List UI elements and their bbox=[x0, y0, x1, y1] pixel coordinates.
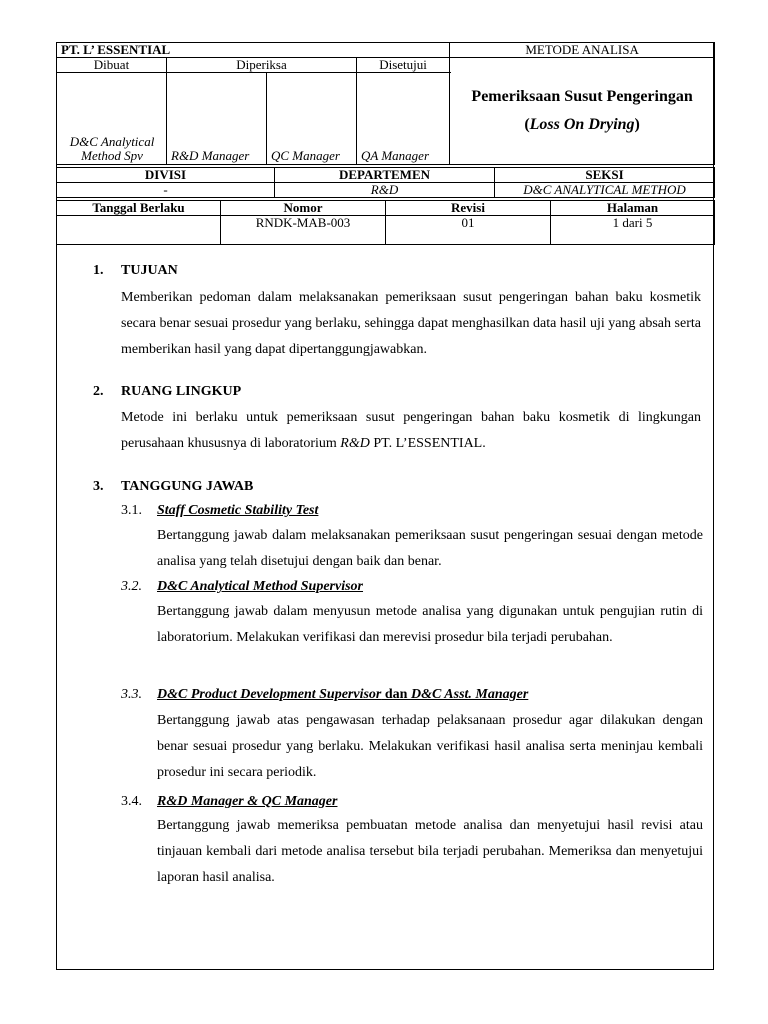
halaman-value: 1 dari 5 bbox=[551, 216, 715, 245]
division-table bbox=[56, 167, 715, 198]
document-info-table bbox=[56, 200, 715, 245]
signature-box-rnd bbox=[167, 73, 267, 165]
section-text-tujuan: Memberikan pedoman dalam melaksanakan pemeriksaan susut pengeringan bahan baku kosmetik secara benar sesuai prosedur yang berlaku, sehingga dapat menghasilkan data hasil uji yang absah serta memberikan hasil yang dapat dipertanggungjawabkan. bbox=[121, 290, 701, 357]
header-table bbox=[56, 42, 715, 165]
divisi-label: DIVISI bbox=[57, 168, 275, 183]
subsection-text-3-3: Bertanggung jawab atas pengawasan terhadap pelaksanaan prosedur agar dilakukan dengan benar sesuai prosedur yang berlaku. Melakukan verifikasi hasil analisa serta meninjau kembali prosedur ini secara periodik. bbox=[157, 713, 703, 780]
tanggal-value bbox=[57, 216, 221, 245]
sig-made-label: D&C Analytical Method Spv bbox=[69, 134, 155, 163]
doc-type: METODE ANALISA bbox=[450, 43, 715, 58]
halaman-label: Halaman bbox=[551, 201, 715, 216]
subsection-text-3-1: Bertanggung jawab dalam melaksanakan pemeriksaan susut pengeringan sesuai dengan metode analisa yang telah disetujui dengan baik dan benar. bbox=[157, 528, 703, 569]
nomor-value: RNDK-MAB-003 bbox=[221, 216, 386, 245]
sig-qa-label: QA Manager bbox=[361, 148, 430, 163]
divisi-value: - bbox=[57, 183, 275, 198]
subsection-heading-3-2: 3.2. D&C Analytical Method Supervisor bbox=[121, 579, 364, 594]
document-title bbox=[450, 58, 715, 165]
signature-box-qa bbox=[357, 73, 450, 165]
document-page bbox=[56, 42, 714, 970]
section-heading-ruang-lingkup: 2. RUANG LINGKUP bbox=[93, 384, 242, 399]
signature-box-made bbox=[57, 73, 167, 165]
sig-rnd-label: R&D Manager bbox=[171, 148, 250, 163]
section-heading-tanggung-jawab: 3. TANGGUNG JAWAB bbox=[93, 479, 254, 494]
signature-box-qc bbox=[267, 73, 357, 165]
tanggal-label: Tanggal Berlaku bbox=[57, 201, 221, 216]
departemen-value: R&D bbox=[275, 183, 495, 198]
sig-qc-label: QC Manager bbox=[271, 148, 340, 163]
subsection-heading-3-4: 3.4. R&D Manager & QC Manager bbox=[121, 794, 338, 809]
subsection-text-3-4: Bertanggung jawab memeriksa pembuatan metode analisa dan menyetujui hasil revisi atau tinjauan kembali dari metode analisa tersebut bila terjadi perubahan. Memeriksa dan menyetujui laporan hasil analisa. bbox=[157, 818, 703, 885]
seksi-value: D&C ANALYTICAL METHOD bbox=[495, 183, 715, 198]
departemen-label: DEPARTEMEN bbox=[275, 168, 495, 183]
subsection-text-3-2: Bertanggung jawab dalam menyusun metode analisa yang digunakan untuk pengujian rutin di laboratorium. Melakukan verifikasi dan merevisi prosedur bila terjadi perubahan. bbox=[157, 604, 703, 645]
title-sub: (Loss On Drying) bbox=[524, 116, 640, 133]
section-heading-tujuan: 1. TUJUAN bbox=[93, 263, 178, 278]
col-checked-label: Diperiksa bbox=[167, 58, 357, 73]
title-main: Pemeriksaan Susut Pengeringan bbox=[471, 88, 693, 105]
revisi-label: Revisi bbox=[386, 201, 551, 216]
nomor-label: Nomor bbox=[221, 201, 386, 216]
seksi-label: SEKSI bbox=[495, 168, 715, 183]
section-text-ruang-lingkup: Metode ini berlaku untuk pemeriksaan susut pengeringan bahan baku kosmetik di lingkungan perusahaan khususnya di laboratorium R&D PT. L’ESSENTIAL. bbox=[121, 410, 701, 451]
col-approved-label: Disetujui bbox=[357, 58, 450, 73]
col-made-label: Dibuat bbox=[57, 58, 167, 73]
revisi-value: 01 bbox=[386, 216, 551, 245]
subsection-heading-3-3: 3.3. D&C Product Development Supervisor dan D&C Asst. Manager bbox=[121, 687, 529, 702]
company-name: PT. L’ ESSENTIAL bbox=[57, 43, 450, 58]
subsection-heading-3-1: 3.1. Staff Cosmetic Stability Test bbox=[121, 503, 319, 518]
